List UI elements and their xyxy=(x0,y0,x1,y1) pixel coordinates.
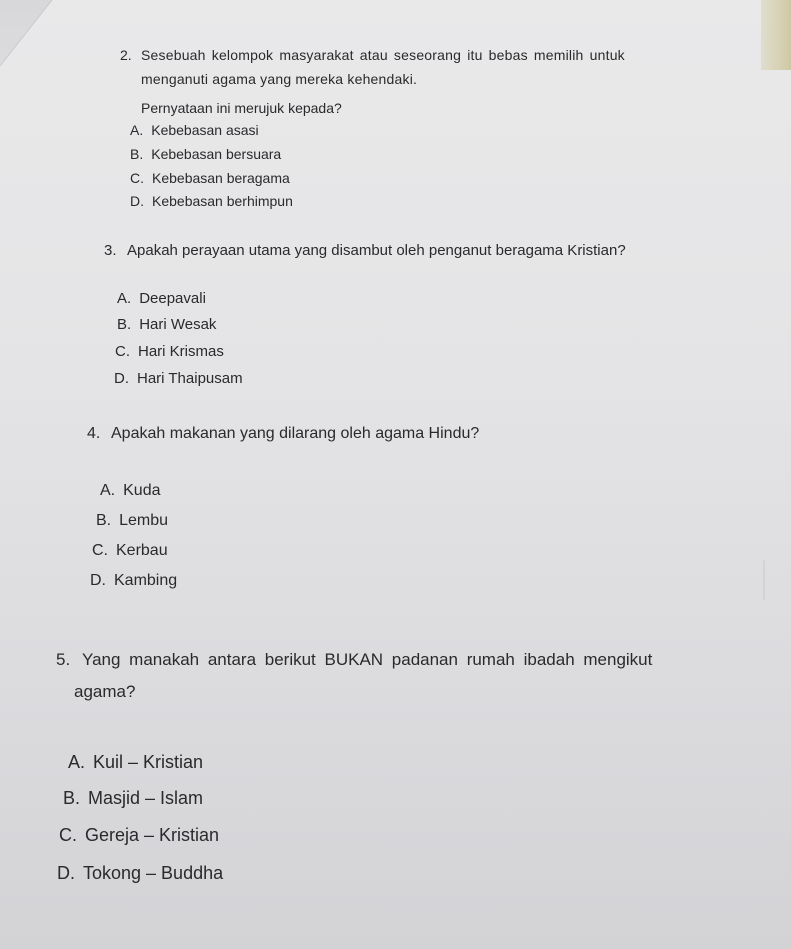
question-5-option-d[interactable] xyxy=(57,863,223,884)
question-5-text-line2: agama? xyxy=(74,682,136,701)
question-3-option-b[interactable] xyxy=(117,316,216,333)
option-letter: D. xyxy=(130,193,144,209)
option-letter: D. xyxy=(114,370,129,387)
question-2-option-b[interactable] xyxy=(130,146,281,162)
option-letter: C. xyxy=(92,542,108,559)
option-letter: D. xyxy=(57,863,75,883)
question-4-number: 4. xyxy=(87,425,101,442)
question-5-option-a[interactable] xyxy=(68,752,203,773)
option-letter: B. xyxy=(130,146,144,162)
option-letter: C. xyxy=(115,343,130,360)
question-3-option-a[interactable] xyxy=(117,290,206,307)
option-label: Deepavali xyxy=(139,290,206,307)
option-label: Kambing xyxy=(114,572,178,589)
option-letter: A. xyxy=(100,482,116,499)
question-2-text-line1: Sesebuah kelompok masyarakat atau seseorang itu bebas memilih untuk xyxy=(141,47,625,63)
option-label: Kebebasan berhimpun xyxy=(152,193,293,209)
question-5-option-b[interactable] xyxy=(63,788,203,809)
option-label: Hari Krismas xyxy=(138,343,224,360)
option-letter: A. xyxy=(68,752,86,772)
option-label: Kerbau xyxy=(116,542,168,559)
option-label: Lembu xyxy=(119,512,169,529)
option-label: Tokong – Buddha xyxy=(83,863,224,883)
option-letter: C. xyxy=(59,825,77,845)
question-2-number: 2. xyxy=(120,47,132,63)
option-label: Kebebasan asasi xyxy=(151,122,259,138)
question-2-option-a[interactable] xyxy=(130,122,259,138)
question-5-number: 5. xyxy=(56,650,71,669)
option-letter: C. xyxy=(130,170,144,186)
question-3-option-c[interactable] xyxy=(115,343,224,360)
question-4-option-d[interactable] xyxy=(90,572,177,590)
option-label: Hari Thaipusam xyxy=(137,370,243,387)
option-label: Kuda xyxy=(123,482,161,499)
option-label: Kebebasan bersuara xyxy=(151,146,282,162)
question-3-text-line1: Apakah perayaan utama yang disambut oleh penganut beragama Kristian? xyxy=(127,242,626,259)
question-4-text-line1: Apakah makanan yang dilarang oleh agama Hindu? xyxy=(111,425,480,442)
question-5-text-line1: Yang manakah antara berikut BUKAN padanan rumah ibadah mengikut xyxy=(82,650,653,669)
question-4-option-b[interactable] xyxy=(96,512,168,530)
question-2-option-c[interactable] xyxy=(130,170,290,186)
question-3-option-d[interactable] xyxy=(114,370,243,387)
option-letter: B. xyxy=(117,316,132,333)
question-4-option-a[interactable] xyxy=(100,482,161,500)
question-2-prompt: Pernyataan ini merujuk kepada? xyxy=(141,100,342,116)
option-letter: D. xyxy=(90,572,106,589)
question-3-number: 3. xyxy=(104,242,117,259)
question-2-text-line2: menganuti agama yang mereka kehendaki. xyxy=(141,71,418,87)
option-letter: A. xyxy=(117,290,132,307)
question-4-option-c[interactable] xyxy=(92,542,168,560)
option-letter: A. xyxy=(130,122,144,138)
option-label: Hari Wesak xyxy=(139,316,217,333)
page-corner-tab xyxy=(761,0,791,70)
question-2-option-d[interactable] xyxy=(130,193,293,209)
option-label: Kebebasan beragama xyxy=(152,170,290,186)
option-label: Gereja – Kristian xyxy=(85,825,220,845)
option-letter: B. xyxy=(63,788,81,808)
option-label: Kuil – Kristian xyxy=(93,752,204,772)
option-label: Masjid – Islam xyxy=(88,788,204,808)
question-5-option-c[interactable] xyxy=(59,825,219,846)
option-letter: B. xyxy=(96,512,112,529)
